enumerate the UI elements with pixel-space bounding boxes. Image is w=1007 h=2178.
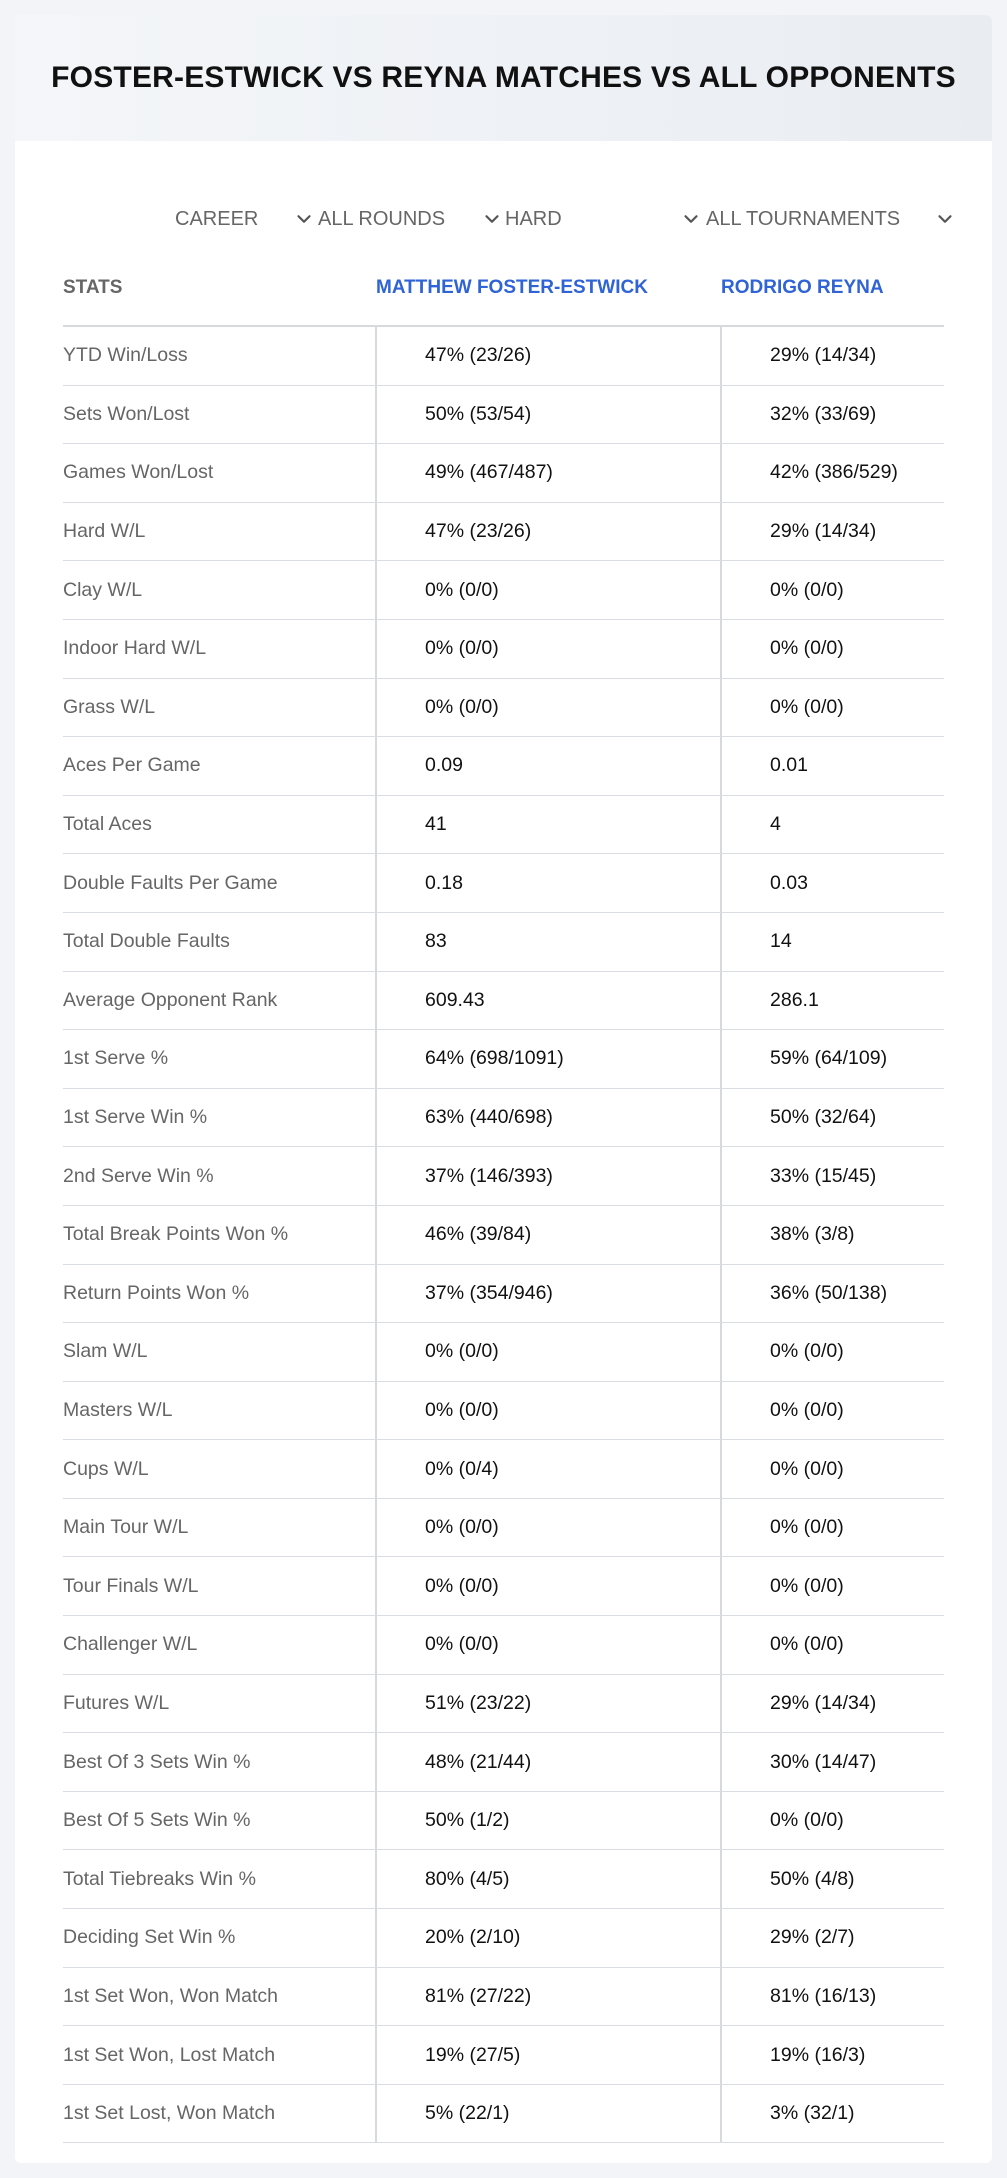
player1-value: 63% (440/698) bbox=[425, 1106, 553, 1129]
column-divider bbox=[375, 1147, 377, 1205]
column-divider bbox=[375, 386, 377, 444]
column-divider bbox=[720, 444, 722, 502]
table-row bbox=[63, 1147, 944, 1206]
column-divider bbox=[720, 679, 722, 737]
column-divider bbox=[375, 854, 377, 912]
stat-label: Challenger W/L bbox=[63, 1633, 198, 1656]
column-divider bbox=[720, 1909, 722, 1967]
stat-label: 1st Serve Win % bbox=[63, 1106, 208, 1129]
column-divider bbox=[720, 386, 722, 444]
player1-value: 37% (354/946) bbox=[425, 1281, 553, 1304]
column-divider bbox=[375, 444, 377, 502]
player2-value: 38% (3/8) bbox=[770, 1223, 855, 1246]
table-row bbox=[63, 1265, 944, 1324]
stats-card bbox=[15, 15, 992, 2163]
player1-value: 0% (0/0) bbox=[425, 1574, 499, 1597]
stat-label: Best Of 5 Sets Win % bbox=[63, 1809, 251, 1832]
player2-value: 59% (64/109) bbox=[770, 1047, 888, 1070]
player2-value: 33% (15/45) bbox=[770, 1164, 877, 1187]
player1-value: 0% (0/0) bbox=[425, 578, 499, 601]
filter-period[interactable] bbox=[175, 187, 315, 251]
column-divider bbox=[375, 1733, 377, 1791]
column-divider bbox=[720, 1323, 722, 1381]
table-row bbox=[63, 1968, 944, 2027]
player1-value: 47% (23/26) bbox=[425, 520, 532, 543]
stat-label: Total Double Faults bbox=[63, 930, 230, 953]
player2-value: 29% (14/34) bbox=[770, 344, 877, 367]
player2-value: 29% (14/34) bbox=[770, 1691, 877, 1714]
player2-value: 286.1 bbox=[770, 988, 819, 1011]
player1-value: 83 bbox=[425, 930, 447, 953]
stat-label: Games Won/Lost bbox=[63, 461, 214, 484]
column-divider bbox=[720, 854, 722, 912]
player1-value: 80% (4/5) bbox=[425, 1867, 510, 1890]
stat-label: Total Break Points Won % bbox=[63, 1223, 289, 1246]
filter-period-label: CAREER bbox=[175, 207, 259, 230]
column-divider bbox=[375, 2085, 377, 2143]
stat-label: Main Tour W/L bbox=[63, 1516, 189, 1539]
player2-value: 30% (14/47) bbox=[770, 1750, 877, 1773]
column-header-player1[interactable]: MATTHEW FOSTER-ESTWICK bbox=[376, 277, 648, 298]
player2-value: 0.03 bbox=[770, 871, 808, 894]
column-divider bbox=[720, 503, 722, 561]
player1-value: 47% (23/26) bbox=[425, 344, 532, 367]
column-divider bbox=[720, 972, 722, 1030]
player1-value: 0% (0/4) bbox=[425, 1457, 499, 1480]
player2-value: 0% (0/0) bbox=[770, 1457, 844, 1480]
column-divider bbox=[720, 1850, 722, 1908]
column-divider bbox=[720, 1557, 722, 1615]
column-divider bbox=[720, 1733, 722, 1791]
stat-label: Deciding Set Win % bbox=[63, 1926, 236, 1949]
column-divider bbox=[375, 1616, 377, 1674]
column-divider bbox=[720, 1089, 722, 1147]
player2-value: 4 bbox=[770, 813, 781, 836]
player2-value: 0% (0/0) bbox=[770, 578, 844, 601]
column-divider bbox=[375, 1909, 377, 1967]
table-row bbox=[63, 1382, 944, 1441]
table-row bbox=[63, 1792, 944, 1851]
player2-value: 81% (16/13) bbox=[770, 1984, 877, 2007]
chevron-down-icon bbox=[481, 208, 503, 230]
table-body bbox=[63, 327, 944, 2143]
table-row bbox=[63, 2085, 944, 2144]
stat-label: Sets Won/Lost bbox=[63, 402, 190, 425]
table-row bbox=[63, 972, 944, 1031]
table-row bbox=[63, 1499, 944, 1558]
stat-label: Total Tiebreaks Win % bbox=[63, 1867, 256, 1890]
stat-label: 1st Serve % bbox=[63, 1047, 169, 1070]
player1-value: 50% (1/2) bbox=[425, 1809, 510, 1832]
stat-label: Tour Finals W/L bbox=[63, 1574, 199, 1597]
player1-value: 19% (27/5) bbox=[425, 2043, 521, 2066]
player1-value: 51% (23/22) bbox=[425, 1691, 532, 1714]
column-divider bbox=[375, 1265, 377, 1323]
table-header bbox=[63, 251, 944, 327]
column-header-player2[interactable]: RODRIGO REYNA bbox=[721, 277, 884, 298]
table-row bbox=[63, 1616, 944, 1675]
table-row bbox=[63, 620, 944, 679]
player2-value: 0% (0/0) bbox=[770, 695, 844, 718]
column-divider bbox=[375, 1440, 377, 1498]
column-divider bbox=[720, 2026, 722, 2084]
column-divider bbox=[375, 620, 377, 678]
chevron-down-icon bbox=[934, 208, 956, 230]
player1-value: 0% (0/0) bbox=[425, 1633, 499, 1656]
stat-label: Hard W/L bbox=[63, 520, 146, 543]
column-divider bbox=[720, 1265, 722, 1323]
table-row bbox=[63, 1206, 944, 1265]
column-divider bbox=[720, 913, 722, 971]
column-divider bbox=[720, 1792, 722, 1850]
player2-value: 29% (14/34) bbox=[770, 520, 877, 543]
column-divider bbox=[375, 503, 377, 561]
player1-value: 0% (0/0) bbox=[425, 695, 499, 718]
column-divider bbox=[720, 1030, 722, 1088]
player2-value: 32% (33/69) bbox=[770, 402, 877, 425]
player2-value: 0% (0/0) bbox=[770, 1633, 844, 1656]
column-divider bbox=[375, 1557, 377, 1615]
stats-table bbox=[63, 251, 944, 2143]
player2-value: 19% (16/3) bbox=[770, 2043, 866, 2066]
column-divider bbox=[375, 1850, 377, 1908]
chevron-down-icon bbox=[680, 208, 702, 230]
column-divider bbox=[720, 1675, 722, 1733]
column-divider bbox=[720, 737, 722, 795]
player2-value: 14 bbox=[770, 930, 792, 953]
filter-surface-label: HARD bbox=[505, 207, 562, 230]
player2-value: 0% (0/0) bbox=[770, 1809, 844, 1832]
player1-value: 0% (0/0) bbox=[425, 1516, 499, 1539]
player1-value: 0% (0/0) bbox=[425, 637, 499, 660]
column-divider bbox=[375, 1030, 377, 1088]
player2-value: 0% (0/0) bbox=[770, 1398, 844, 1421]
table-row bbox=[63, 2026, 944, 2085]
page-header bbox=[15, 15, 992, 141]
stat-label: Best Of 3 Sets Win % bbox=[63, 1750, 251, 1773]
stat-label: Grass W/L bbox=[63, 695, 156, 718]
player2-value: 0% (0/0) bbox=[770, 1516, 844, 1539]
player1-value: 50% (53/54) bbox=[425, 402, 532, 425]
column-divider bbox=[375, 796, 377, 854]
player1-value: 609.43 bbox=[425, 988, 485, 1011]
column-divider bbox=[720, 2085, 722, 2143]
stat-label: Return Points Won % bbox=[63, 1281, 250, 1304]
player2-value: 0.01 bbox=[770, 754, 808, 777]
player1-value: 46% (39/84) bbox=[425, 1223, 532, 1246]
table-row bbox=[63, 737, 944, 796]
column-divider bbox=[375, 561, 377, 619]
stat-label: 1st Set Won, Won Match bbox=[63, 1984, 278, 2007]
table-row bbox=[63, 1323, 944, 1382]
player2-value: 42% (386/529) bbox=[770, 461, 898, 484]
table-row bbox=[63, 327, 944, 386]
player1-value: 64% (698/1091) bbox=[425, 1047, 564, 1070]
player2-value: 0% (0/0) bbox=[770, 1340, 844, 1363]
stat-label: Double Faults Per Game bbox=[63, 871, 278, 894]
column-divider bbox=[375, 1089, 377, 1147]
table-row bbox=[63, 913, 944, 972]
table-row bbox=[63, 386, 944, 445]
column-divider bbox=[375, 1792, 377, 1850]
column-divider bbox=[375, 679, 377, 737]
player2-value: 29% (2/7) bbox=[770, 1926, 855, 1949]
column-divider bbox=[720, 1616, 722, 1674]
column-divider bbox=[720, 796, 722, 854]
column-divider bbox=[720, 1147, 722, 1205]
stat-label: 2nd Serve Win % bbox=[63, 1164, 214, 1187]
table-row bbox=[63, 854, 944, 913]
page-title: FOSTER-ESTWICK VS REYNA MATCHES VS ALL OPPONENTS bbox=[51, 61, 956, 94]
column-divider bbox=[720, 1499, 722, 1557]
stat-label: Slam W/L bbox=[63, 1340, 148, 1363]
player1-value: 37% (146/393) bbox=[425, 1164, 553, 1187]
stat-label: Cups W/L bbox=[63, 1457, 149, 1480]
player1-value: 41 bbox=[425, 813, 447, 836]
stat-label: Indoor Hard W/L bbox=[63, 637, 207, 660]
column-divider bbox=[720, 620, 722, 678]
stat-label: Clay W/L bbox=[63, 578, 143, 601]
table-row bbox=[63, 503, 944, 562]
column-divider bbox=[375, 2026, 377, 2084]
player1-value: 0.18 bbox=[425, 871, 463, 894]
stat-label: 1st Set Lost, Won Match bbox=[63, 2102, 276, 2125]
column-divider bbox=[720, 1206, 722, 1264]
column-divider bbox=[720, 327, 722, 385]
table-row bbox=[63, 796, 944, 855]
table-row bbox=[63, 561, 944, 620]
filter-tournaments[interactable] bbox=[706, 187, 956, 251]
column-header-stats: STATS bbox=[63, 277, 123, 298]
stat-label: Average Opponent Rank bbox=[63, 988, 278, 1011]
table-row bbox=[63, 1440, 944, 1499]
chevron-down-icon bbox=[293, 208, 315, 230]
player1-value: 81% (27/22) bbox=[425, 1984, 532, 2007]
column-divider bbox=[375, 972, 377, 1030]
column-divider bbox=[720, 1968, 722, 2026]
column-divider bbox=[720, 1440, 722, 1498]
player2-value: 50% (32/64) bbox=[770, 1106, 877, 1129]
column-divider bbox=[375, 737, 377, 795]
filter-rounds-label: ALL ROUNDS bbox=[318, 207, 446, 230]
column-divider bbox=[720, 561, 722, 619]
player1-value: 0% (0/0) bbox=[425, 1398, 499, 1421]
player2-value: 3% (32/1) bbox=[770, 2102, 855, 2125]
stat-label: Total Aces bbox=[63, 813, 152, 836]
column-divider bbox=[375, 1382, 377, 1440]
table-row bbox=[63, 679, 944, 738]
player1-value: 0% (0/0) bbox=[425, 1340, 499, 1363]
column-divider bbox=[375, 1675, 377, 1733]
player1-value: 20% (2/10) bbox=[425, 1926, 521, 1949]
stat-label: Masters W/L bbox=[63, 1398, 173, 1421]
column-divider bbox=[375, 1323, 377, 1381]
table-row bbox=[63, 1675, 944, 1734]
stat-label: Aces Per Game bbox=[63, 754, 201, 777]
player2-value: 0% (0/0) bbox=[770, 637, 844, 660]
player2-value: 50% (4/8) bbox=[770, 1867, 855, 1890]
column-divider bbox=[375, 327, 377, 385]
column-divider bbox=[720, 1382, 722, 1440]
player1-value: 5% (22/1) bbox=[425, 2102, 510, 2125]
table-row bbox=[63, 1089, 944, 1148]
table-row bbox=[63, 1850, 944, 1909]
column-divider bbox=[375, 1206, 377, 1264]
player1-value: 0.09 bbox=[425, 754, 463, 777]
stat-label: 1st Set Won, Lost Match bbox=[63, 2043, 276, 2066]
player1-value: 49% (467/487) bbox=[425, 461, 553, 484]
column-divider bbox=[375, 1968, 377, 2026]
filter-surface[interactable] bbox=[505, 187, 702, 251]
table-row bbox=[63, 1030, 944, 1089]
filter-tournaments-label: ALL TOURNAMENTS bbox=[706, 207, 901, 230]
player1-value: 48% (21/44) bbox=[425, 1750, 532, 1773]
table-row bbox=[63, 1909, 944, 1968]
column-divider bbox=[375, 1499, 377, 1557]
table-row bbox=[63, 1733, 944, 1792]
stat-label: YTD Win/Loss bbox=[63, 344, 188, 367]
player2-value: 36% (50/138) bbox=[770, 1281, 888, 1304]
player2-value: 0% (0/0) bbox=[770, 1574, 844, 1597]
column-divider bbox=[375, 913, 377, 971]
filter-rounds[interactable] bbox=[318, 187, 503, 251]
filter-bar bbox=[15, 187, 992, 251]
table-row bbox=[63, 444, 944, 503]
table-row bbox=[63, 1557, 944, 1616]
stat-label: Futures W/L bbox=[63, 1691, 170, 1714]
